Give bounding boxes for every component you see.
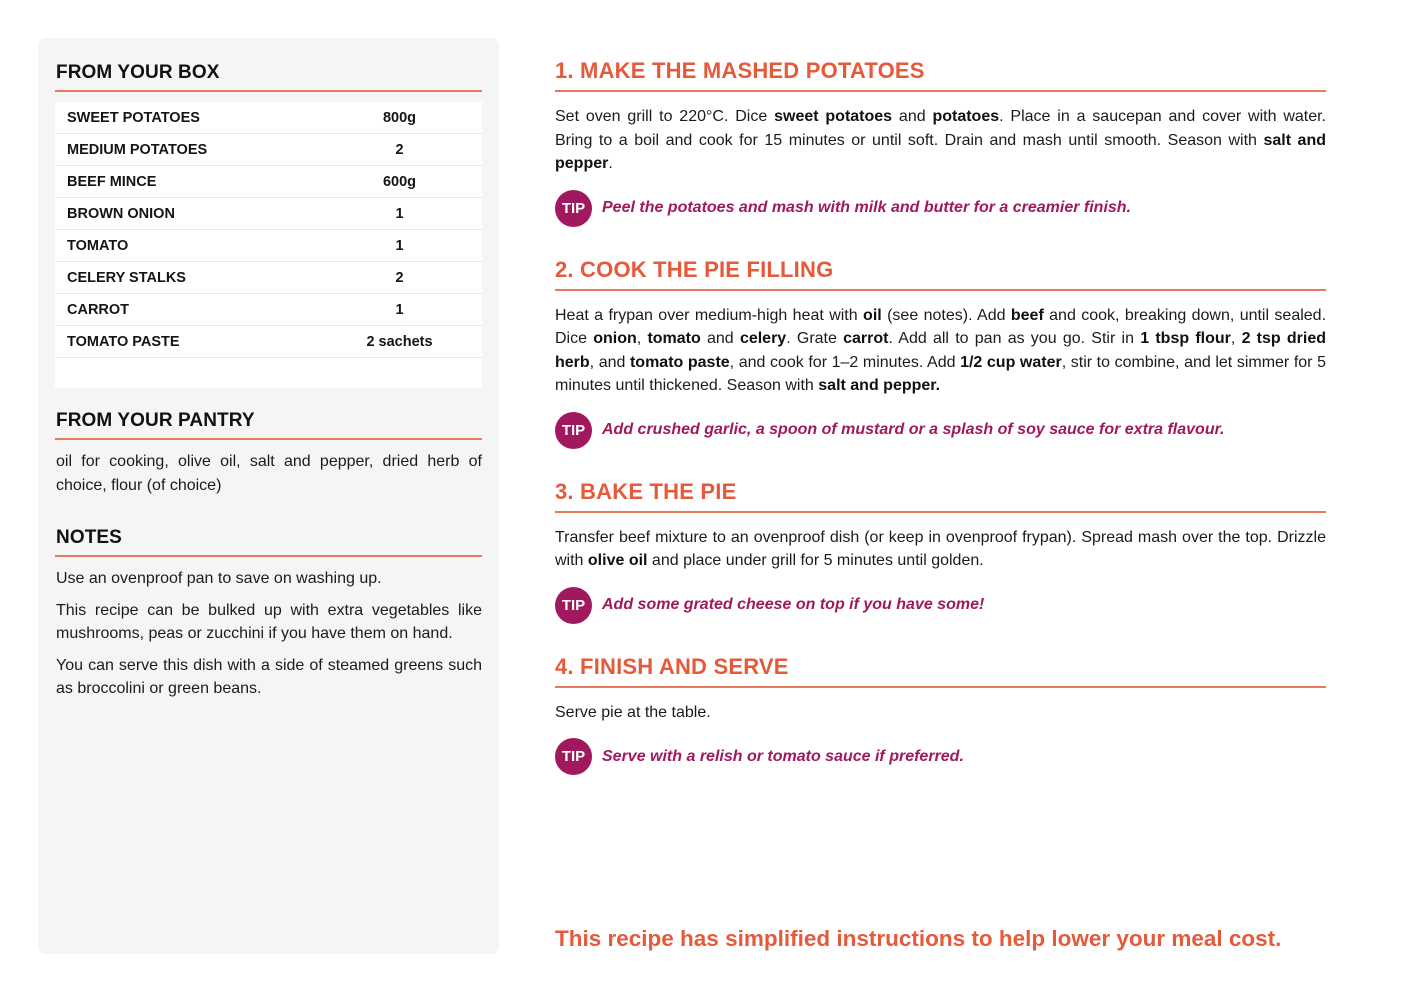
method-step — [555, 479, 1326, 624]
ingredient-name: TOMATO — [67, 237, 129, 254]
step-text: . Add all to pan as you go. Stir in — [888, 330, 1141, 347]
method-steps — [555, 58, 1326, 805]
ingredient-row — [55, 198, 482, 230]
step-text: . — [608, 155, 613, 172]
step-text: , — [1230, 330, 1242, 347]
ingredient-name: CARROT — [67, 301, 130, 318]
ingredient-row — [55, 166, 482, 198]
step-text-bold: 1/2 cup water — [960, 353, 1062, 371]
step-text: , and cook for 1–2 minutes. Add — [729, 353, 961, 371]
ingredient-row — [55, 230, 482, 262]
method-step — [555, 58, 1326, 227]
step-instructions — [555, 526, 1326, 573]
step-text: Serve pie at the table. — [555, 703, 711, 721]
step-text: Heat a frypan over medium-high heat with — [555, 306, 864, 324]
step-text-bold: oil — [863, 306, 882, 324]
table-spacer-cell — [55, 358, 317, 389]
ingredient-name: SWEET POTATOES — [67, 109, 200, 126]
tip-text: Peel the potatoes and mash with milk and butter for a creamier finish. — [602, 199, 1132, 216]
step-text: (see notes). Add — [881, 306, 1011, 324]
step-text-bold: 2 tsp dried herb — [555, 330, 1327, 371]
step-text-bold: 1 tbsp flour — [1140, 330, 1231, 347]
step-text: Transfer beef mixture to an ovenproof dish (or keep in ovenproof frypan). Spread mash over the top. Drizzle with — [555, 528, 1326, 569]
ingredient-row — [55, 134, 482, 166]
ingredient-name: CELERY STALKS — [67, 269, 186, 286]
pantry-text: oil for cooking, olive oil, salt and pepper, dried herb of choice, flour (of choice) — [56, 453, 482, 494]
ingredient-row — [55, 102, 482, 134]
table-spacer — [55, 358, 482, 389]
ingredient-quantity: 1 — [395, 237, 404, 254]
ingredient-quantity: 1 — [395, 205, 404, 222]
ingredient-name: BEEF MINCE — [67, 173, 157, 190]
step-text: . Place in a saucepan and cover with water. Bring to a boil and cook for 15 minutes or until soft. Drain and mash until smooth. Season with — [555, 108, 1327, 149]
tip-text: Add some grated cheese on top if you have some! — [602, 596, 985, 613]
box-ingredients-table — [55, 102, 482, 388]
step-title: 3. BAKE THE PIE — [555, 479, 1326, 513]
step-text: and — [700, 330, 740, 347]
method-step — [555, 654, 1326, 776]
box-ingredients-rows — [55, 102, 482, 388]
step-text: . Grate — [786, 330, 844, 347]
step-text-bold: sweet potatoes — [774, 108, 893, 125]
tip-badge: TIP — [555, 738, 592, 775]
note-text: This recipe can be bulked up with extra vegetables like mushrooms, peas or zucchini if you have them on hand. — [56, 601, 482, 642]
step-text-bold: onion — [593, 330, 637, 347]
ingredient-name: BROWN ONION — [67, 205, 175, 222]
ingredient-row — [55, 262, 482, 294]
ingredient-row — [55, 294, 482, 326]
ingredient-quantity: 800g — [382, 109, 417, 126]
tip-text: Add crushed garlic, a spoon of mustard or a splash of soy sauce for extra flavour. — [602, 421, 1225, 438]
step-text: , and — [589, 353, 630, 371]
tip-badge: TIP — [555, 587, 592, 624]
tip — [555, 190, 1326, 227]
step-title: 4. FINISH AND SERVE — [555, 654, 1326, 688]
tip-text: Serve with a relish or tomato sauce if preferred. — [602, 747, 964, 765]
ingredient-quantity: 600g — [382, 173, 417, 190]
ingredients-panel-content — [55, 62, 482, 701]
ingredient-quantity: 2 — [395, 269, 404, 286]
tip-badge: TIP — [555, 190, 592, 227]
ingredient-quantity: 2 sachets — [366, 333, 433, 350]
step-text-bold: tomato paste — [629, 353, 730, 371]
ingredient-quantity: 2 — [395, 141, 404, 158]
step-text: and — [892, 108, 933, 125]
ingredient-name: TOMATO PASTE — [67, 333, 180, 350]
step-text: and cook, breaking down, until sealed. Dice — [555, 306, 1327, 347]
step-text-bold: carrot — [843, 330, 889, 347]
table-spacer-cell — [317, 358, 482, 389]
step-text-bold: salt and pepper. — [818, 377, 941, 394]
ingredients-panel — [38, 38, 499, 954]
step-text-bold: beef — [1010, 306, 1044, 324]
step-text: and place under grill for 5 minutes until golden. — [647, 552, 984, 569]
step-text: Set oven grill to 220°C. Dice — [555, 108, 775, 125]
tip — [555, 738, 1326, 775]
step-text-bold: potatoes — [932, 108, 1000, 125]
step-text: , — [636, 330, 648, 347]
tip — [555, 412, 1326, 449]
tip-badge: TIP — [555, 412, 592, 449]
note-text: Use an ovenproof pan to save on washing up. — [56, 570, 382, 587]
from-your-pantry-heading: FROM YOUR PANTRY — [55, 410, 482, 440]
step-instructions — [555, 701, 1326, 725]
note-text: You can serve this dish with a side of steamed greens such as broccolini or green beans. — [56, 656, 482, 697]
step-text: , stir to combine, and let simmer for 5 minutes until thickened. Season with — [555, 353, 1326, 394]
notes-heading: NOTES — [55, 527, 482, 557]
step-title: 2. COOK THE PIE FILLING — [555, 257, 1326, 291]
step-text-bold: olive oil — [587, 552, 648, 569]
from-your-box-heading: FROM YOUR BOX — [55, 62, 482, 92]
ingredient-name: MEDIUM POTATOES — [67, 141, 208, 158]
step-instructions — [555, 304, 1326, 398]
method-step — [555, 257, 1326, 449]
ingredient-row — [55, 326, 482, 358]
footer-note: This recipe has simplified instructions to help lower your meal cost. — [555, 926, 1282, 951]
step-text-bold: tomato — [647, 330, 701, 347]
step-title: 1. MAKE THE MASHED POTATOES — [555, 58, 1326, 92]
ingredient-quantity: 1 — [395, 301, 404, 318]
step-text-bold: salt and pepper — [555, 131, 1327, 172]
step-text-bold: celery — [739, 330, 787, 347]
tip — [555, 587, 1326, 624]
step-instructions — [555, 105, 1326, 176]
